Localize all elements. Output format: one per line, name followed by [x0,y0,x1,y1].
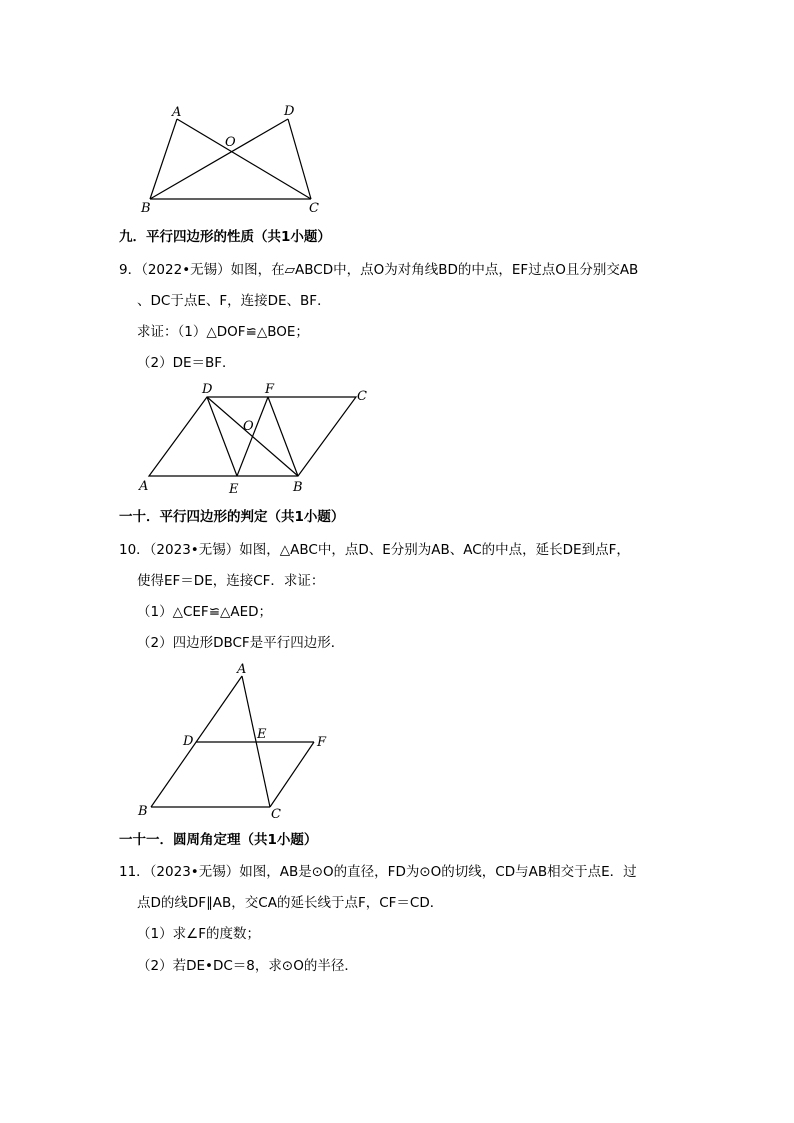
problem-10-line-3: （1）△CEF≌△AED； [137,604,273,620]
label-A: A [172,105,182,120]
problem-10-line-2: 使得EF＝DE，连接CF．求证： [137,573,325,589]
problem-11-line-1: 11．（2023•无锡）如图，AB是⊙O的直径，FD为⊙O的切线，CD与AB相交于点E．过 [119,864,637,880]
label-C: C [271,807,281,822]
label-A: A [139,479,149,494]
label-D: D [202,382,213,397]
problem-10-line-4: （2）四边形DBCF是平行四边形． [137,635,345,651]
label-A: A [237,662,247,677]
label-B: B [138,804,148,819]
label-O: O [243,419,254,434]
label-E: E [229,482,239,497]
label-C: C [309,201,319,216]
problem-11-line-4: （2）若DE•DC＝8，求⊙O的半径． [137,958,358,974]
label-B: B [293,480,303,495]
problem-11-line-2: 点D的线DF∥AB，交CA的延长线于点F，CF＝CD． [137,895,444,911]
problem-10-line-1: 10．（2023•无锡）如图，△ABC中，点D、E分别为AB、AC的中点，延长DE到点F， [119,542,630,558]
problem-9-line-2: 、DC于点E、F，连接DE、BF． [137,293,331,309]
label-B: B [141,201,151,216]
problem-9-line-4: （2）DE＝BF． [137,355,236,371]
section-heading-9: 九．平行四边形的性质（共1小题） [119,229,331,245]
label-F: F [317,735,327,750]
section-heading-10: 一十．平行四边形的判定（共1小题） [119,509,345,525]
label-D: D [284,104,295,119]
problem-9-line-1: 9．（2022•无锡）如图，在▱ABCD中，点O为对角线BD的中点，EF过点O且分别交AB [119,262,639,278]
label-O: O [225,135,236,150]
problem-11-line-3: （1）求∠F的度数； [137,926,260,942]
label-C: C [357,389,367,404]
label-F: F [265,382,275,397]
problem-9-line-3: 求证：（1）△DOF≌△BOE； [137,324,309,340]
label-E: E [257,727,267,742]
label-D: D [183,734,194,749]
section-heading-11: 一十一．圆周角定理（共1小题） [119,832,318,848]
